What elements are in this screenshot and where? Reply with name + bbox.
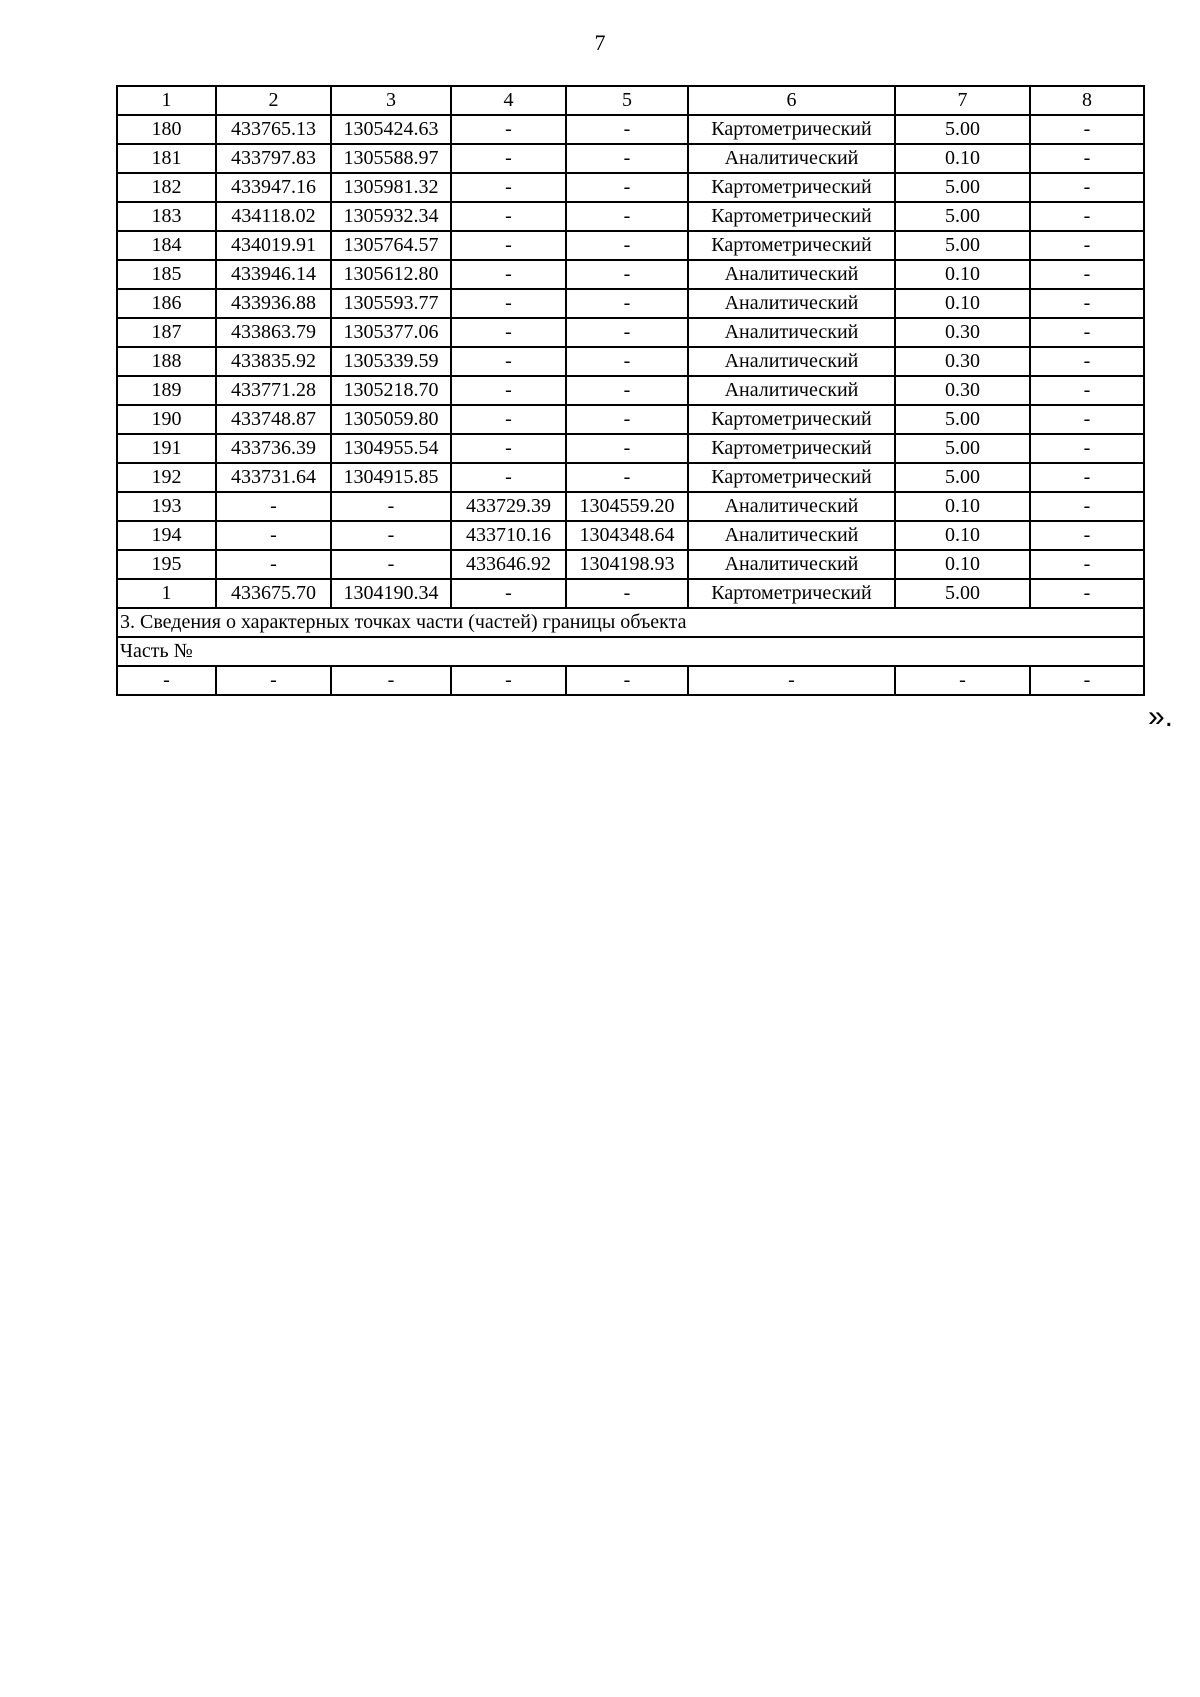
table-cell: 5.00 [895, 405, 1030, 434]
part-label: Часть № [117, 637, 1144, 666]
header-cell: 8 [1030, 86, 1144, 115]
table-cell: Аналитический [688, 347, 895, 376]
table-cell: 0.10 [895, 289, 1030, 318]
table-cell: 1304190.34 [331, 579, 451, 608]
table-row [117, 318, 1144, 347]
table-cell: 188 [117, 347, 216, 376]
header-cell: 5 [566, 86, 688, 115]
table-cell: 195 [117, 550, 216, 579]
table-cell: 1305981.32 [331, 173, 451, 202]
table-cell: - [117, 666, 216, 695]
table-cell: - [331, 521, 451, 550]
table-cell: Картометрический [688, 434, 895, 463]
table-cell: - [1030, 202, 1144, 231]
table-cell: Аналитический [688, 550, 895, 579]
table-row [117, 173, 1144, 202]
header-cell: 6 [688, 86, 895, 115]
table-cell: - [566, 231, 688, 260]
table-cell: - [451, 260, 566, 289]
table-cell: - [1030, 434, 1144, 463]
table-cell: 433646.92 [451, 550, 566, 579]
table-row [117, 115, 1144, 144]
header-cell: 7 [895, 86, 1030, 115]
section-title: 3. Сведения о характерных точках части (частей) границы объекта [117, 608, 1144, 637]
table-cell: Картометрический [688, 405, 895, 434]
table-row [117, 579, 1144, 608]
table-cell: - [451, 463, 566, 492]
table-cell: 180 [117, 115, 216, 144]
table-cell: - [1030, 550, 1144, 579]
table-cell: 184 [117, 231, 216, 260]
table-cell: 433736.39 [216, 434, 331, 463]
table-cell: 193 [117, 492, 216, 521]
table-cell: 181 [117, 144, 216, 173]
table-cell: 5.00 [895, 173, 1030, 202]
table-cell: 433936.88 [216, 289, 331, 318]
table-cell: - [566, 260, 688, 289]
table-cell: - [216, 550, 331, 579]
table-cell: Картометрический [688, 202, 895, 231]
table-cell: - [331, 550, 451, 579]
table-row [117, 550, 1144, 579]
table-cell: 1304955.54 [331, 434, 451, 463]
table-cell: 5.00 [895, 434, 1030, 463]
table-cell: - [566, 376, 688, 405]
table-cell: 433947.16 [216, 173, 331, 202]
table-cell: 185 [117, 260, 216, 289]
table-cell: Аналитический [688, 376, 895, 405]
table-header-row [117, 86, 1144, 115]
table-cell: 0.30 [895, 376, 1030, 405]
table-row [117, 202, 1144, 231]
table-cell: 183 [117, 202, 216, 231]
table-cell: - [566, 347, 688, 376]
table-cell: - [451, 376, 566, 405]
table-cell: 433771.28 [216, 376, 331, 405]
table-cell: 433863.79 [216, 318, 331, 347]
table-row [117, 463, 1144, 492]
table-cell: - [451, 347, 566, 376]
table-row [117, 492, 1144, 521]
table-cell: - [1030, 231, 1144, 260]
table-cell: - [451, 115, 566, 144]
table-cell: - [451, 434, 566, 463]
table-cell: Аналитический [688, 318, 895, 347]
table-cell: - [451, 579, 566, 608]
table-cell: - [1030, 289, 1144, 318]
table-cell: - [566, 666, 688, 695]
table-cell: Аналитический [688, 289, 895, 318]
table-cell: 433675.70 [216, 579, 331, 608]
table-cell: 1304915.85 [331, 463, 451, 492]
header-cell: 2 [216, 86, 331, 115]
table-cell: - [1030, 115, 1144, 144]
table-cell: - [566, 405, 688, 434]
table-cell: - [1030, 492, 1144, 521]
table-cell: - [566, 318, 688, 347]
table-cell: Аналитический [688, 144, 895, 173]
table-cell: - [1030, 376, 1144, 405]
table-cell: Картометрический [688, 231, 895, 260]
table-cell: - [566, 289, 688, 318]
table-cell: 434118.02 [216, 202, 331, 231]
section-title-row [117, 608, 1144, 637]
table-cell: 1305424.63 [331, 115, 451, 144]
table-cell: - [566, 144, 688, 173]
table-cell: - [566, 173, 688, 202]
table-cell: 1304348.64 [566, 521, 688, 550]
table-cell: - [451, 289, 566, 318]
table-cell: - [451, 405, 566, 434]
table-cell: - [1030, 666, 1144, 695]
header-cell: 3 [331, 86, 451, 115]
table-row [117, 289, 1144, 318]
table-cell: 190 [117, 405, 216, 434]
table-cell: - [566, 434, 688, 463]
table-cell: 433797.83 [216, 144, 331, 173]
table-cell: 5.00 [895, 231, 1030, 260]
table-cell: 186 [117, 289, 216, 318]
table-cell: 0.10 [895, 260, 1030, 289]
table-cell: - [566, 202, 688, 231]
table-cell: - [451, 666, 566, 695]
table-cell: - [1030, 579, 1144, 608]
table-cell: - [216, 521, 331, 550]
table-cell: 1 [117, 579, 216, 608]
table-cell: 187 [117, 318, 216, 347]
table-cell: 1304559.20 [566, 492, 688, 521]
table-cell: 1305593.77 [331, 289, 451, 318]
table-row [117, 144, 1144, 173]
table-cell: - [566, 579, 688, 608]
table-cell: 433748.87 [216, 405, 331, 434]
table-cell: - [451, 144, 566, 173]
table-cell: Картометрический [688, 115, 895, 144]
table-cell: 433835.92 [216, 347, 331, 376]
table-cell: 1305377.06 [331, 318, 451, 347]
table-cell: - [331, 492, 451, 521]
table-cell: - [895, 666, 1030, 695]
closing-quote-mark: ». [1148, 700, 1174, 733]
table-cell: - [451, 202, 566, 231]
table-cell: 0.10 [895, 550, 1030, 579]
table-cell: Аналитический [688, 260, 895, 289]
table-cell: 0.10 [895, 144, 1030, 173]
table-cell: 5.00 [895, 579, 1030, 608]
table-cell: 433946.14 [216, 260, 331, 289]
table-cell: - [1030, 144, 1144, 173]
table-cell: - [451, 173, 566, 202]
table-cell: - [1030, 318, 1144, 347]
table-row [117, 347, 1144, 376]
table-row [117, 405, 1144, 434]
table-cell: 194 [117, 521, 216, 550]
table-cell: 0.10 [895, 492, 1030, 521]
table-cell: 1305218.70 [331, 376, 451, 405]
table-cell: Картометрический [688, 463, 895, 492]
table-cell: 5.00 [895, 202, 1030, 231]
table-row [117, 521, 1144, 550]
table-cell: 0.10 [895, 521, 1030, 550]
page-number: 7 [594, 30, 606, 55]
table-cell: 1305764.57 [331, 231, 451, 260]
header-cell: 4 [451, 86, 566, 115]
table-cell: 1304198.93 [566, 550, 688, 579]
table-cell: - [1030, 347, 1144, 376]
table-cell: 1305588.97 [331, 144, 451, 173]
table-cell: 182 [117, 173, 216, 202]
table-cell: - [331, 666, 451, 695]
table-cell: - [1030, 173, 1144, 202]
table-cell: Картометрический [688, 579, 895, 608]
empty-part-row [117, 666, 1144, 695]
table-cell: 1305932.34 [331, 202, 451, 231]
table-cell: - [451, 318, 566, 347]
table-row [117, 434, 1144, 463]
table-row [117, 231, 1144, 260]
table-cell: 1305612.80 [331, 260, 451, 289]
table-cell: - [1030, 260, 1144, 289]
table-cell: 192 [117, 463, 216, 492]
table-cell: 1305059.80 [331, 405, 451, 434]
table-cell: 434019.91 [216, 231, 331, 260]
table-cell: - [1030, 405, 1144, 434]
table-cell: Аналитический [688, 521, 895, 550]
table-cell: - [688, 666, 895, 695]
table-cell: 189 [117, 376, 216, 405]
table-cell: 433765.13 [216, 115, 331, 144]
table-cell: - [216, 666, 331, 695]
table-cell: 433710.16 [451, 521, 566, 550]
table-cell: Картометрический [688, 173, 895, 202]
table-cell: - [1030, 463, 1144, 492]
table-cell: 5.00 [895, 463, 1030, 492]
table-cell: Аналитический [688, 492, 895, 521]
table-row [117, 376, 1144, 405]
table-cell: 433731.64 [216, 463, 331, 492]
part-label-row [117, 637, 1144, 666]
table-cell: 0.30 [895, 347, 1030, 376]
coordinates-table [116, 85, 1145, 696]
table-cell: - [566, 115, 688, 144]
table-cell: 0.30 [895, 318, 1030, 347]
table-cell: - [1030, 521, 1144, 550]
header-cell: 1 [117, 86, 216, 115]
table-cell: 5.00 [895, 115, 1030, 144]
table-cell: - [566, 463, 688, 492]
table-cell: - [451, 231, 566, 260]
table-cell: 1305339.59 [331, 347, 451, 376]
table-cell: - [216, 492, 331, 521]
table-row [117, 260, 1144, 289]
table-cell: 433729.39 [451, 492, 566, 521]
table-cell: 191 [117, 434, 216, 463]
